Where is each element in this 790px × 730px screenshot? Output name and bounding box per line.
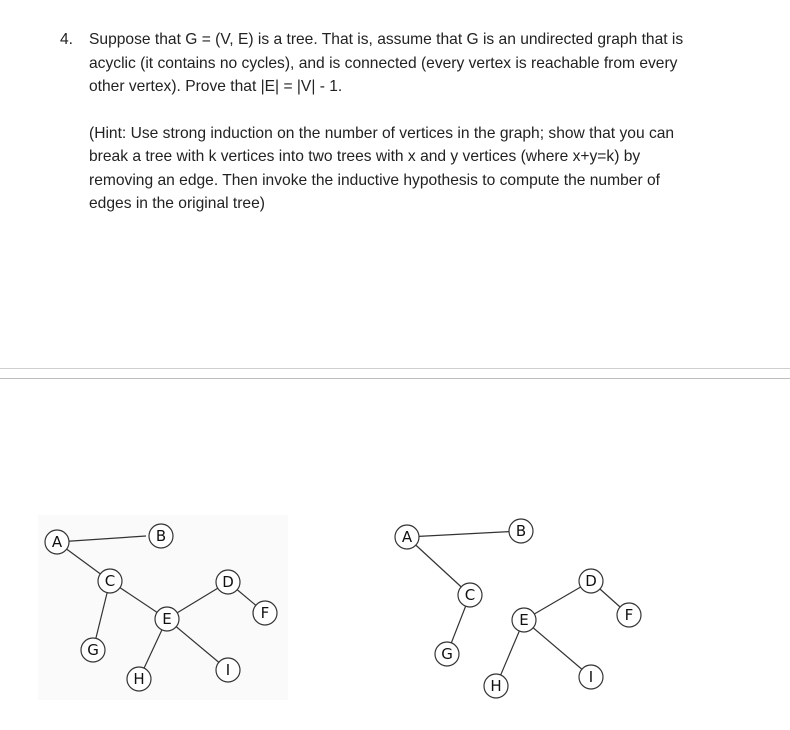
tree-graph-split [385, 515, 660, 700]
hint-line: edges in the original tree) [89, 195, 265, 212]
vertex-label: G [87, 641, 99, 659]
tree-graph-original [38, 515, 288, 700]
vertex-label: F [624, 606, 634, 624]
vertex-label: I [588, 668, 594, 686]
hint-line: break a tree with k vertices into two trees with x and y vertices (where x+y=k) by [89, 148, 641, 165]
hint-line: removing an edge. Then invoke the inductive hypothesis to compute the number of [89, 171, 660, 189]
vertex-label: B [155, 527, 167, 545]
vertices [395, 519, 641, 698]
vertex-label: D [585, 572, 597, 590]
divider-line [0, 378, 790, 379]
vertex-label: H [490, 677, 502, 695]
vertex-label: B [515, 522, 527, 540]
tree-figure-split [385, 515, 660, 700]
problem-statement-line: Suppose that G = (V, E) is a tree. That is, assume that G is an undirected graph that is [89, 31, 684, 48]
vertices [45, 524, 277, 691]
hint [89, 122, 760, 216]
vertex-label: C [104, 572, 116, 590]
edge-A-B [57, 536, 146, 542]
vertex-label: H [133, 670, 145, 688]
vertex-label: D [222, 573, 234, 591]
vertex-label: C [464, 586, 476, 604]
edge-A-B [407, 531, 521, 537]
divider-line [0, 368, 790, 369]
vertex-label: I [225, 661, 231, 679]
vertex-label: G [441, 645, 453, 663]
vertex-label: A [51, 533, 63, 551]
problem-statement-line: acyclic (it contains no cycles), and is connected (every vertex is reachable from every [89, 54, 678, 72]
vertex-label: E [519, 611, 529, 629]
problem-statement-line: other vertex). Prove that |E| = |V| - 1. [89, 78, 343, 95]
vertex-label: A [401, 528, 413, 546]
problem-4 [60, 28, 760, 216]
tree-figure-original [38, 515, 288, 700]
vertex-label: E [162, 610, 172, 628]
problem-body [89, 28, 760, 216]
edge-A-C [407, 537, 470, 595]
vertex-label: F [260, 604, 270, 622]
hint-line: (Hint: Use strong induction on the number of vertices in the graph; show that you can [89, 124, 675, 142]
edge-E-I [524, 620, 591, 677]
problem-number: 4. [60, 31, 74, 48]
